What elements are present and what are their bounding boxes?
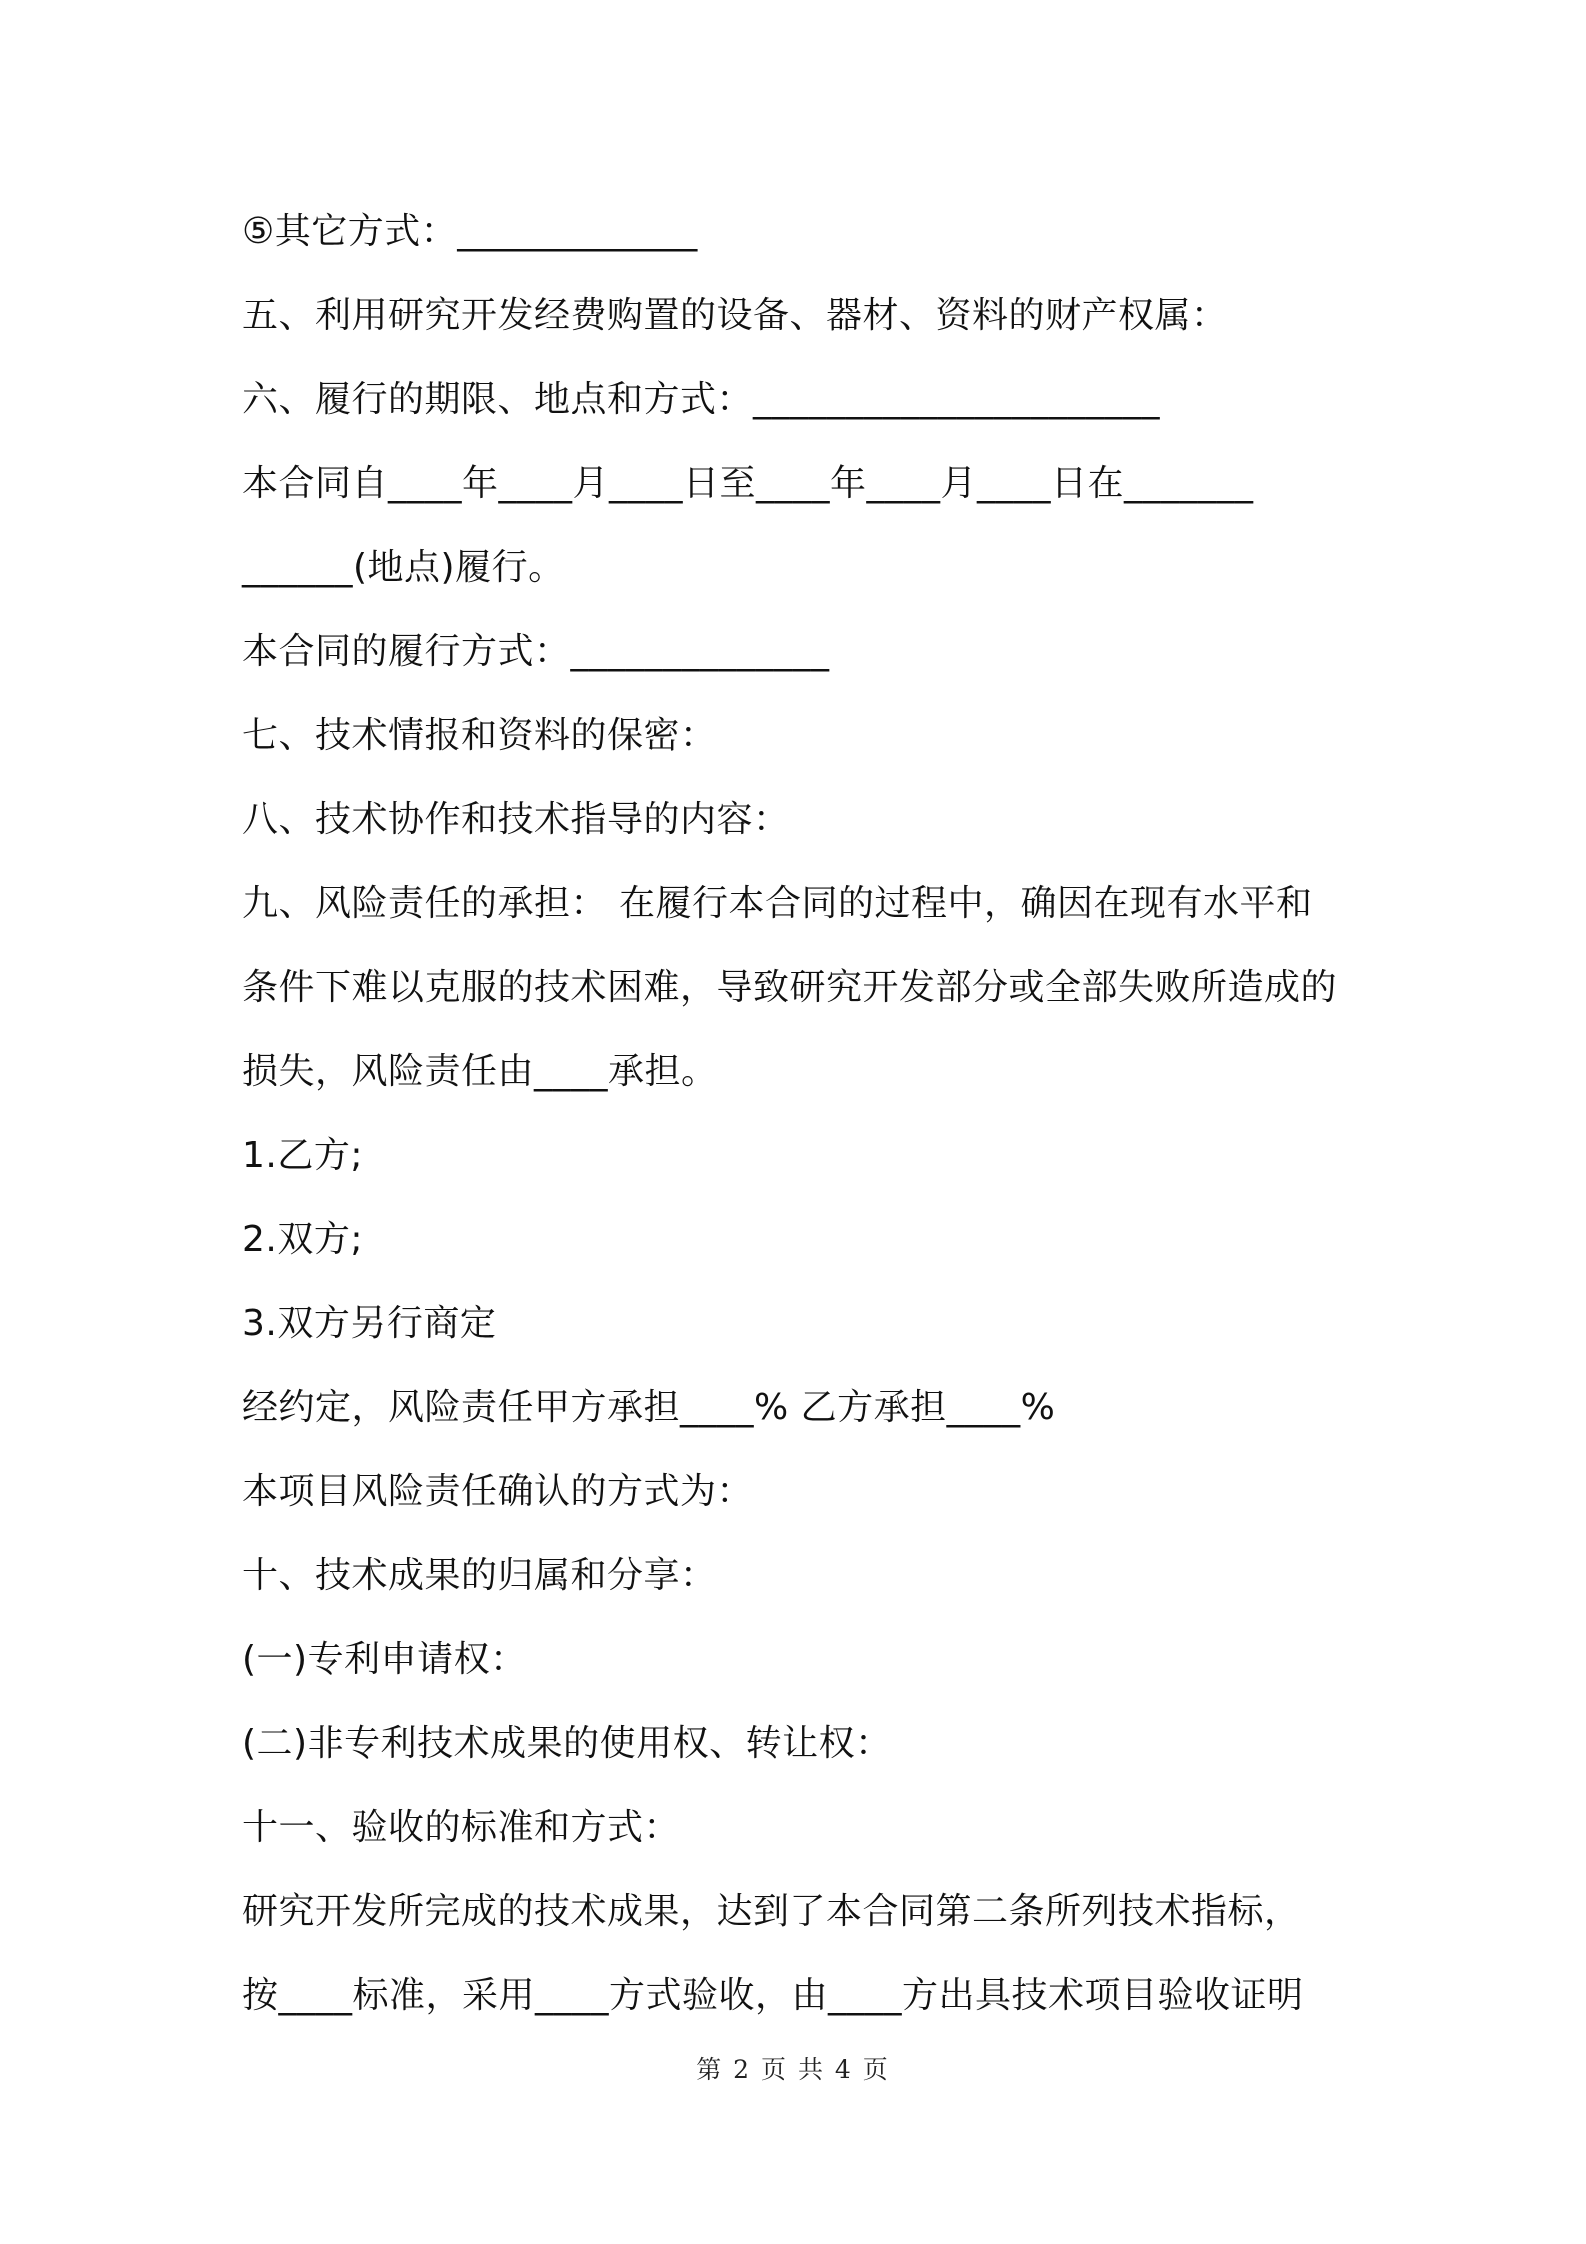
text-line: 十一、验收的标准和方式： — [242, 1807, 681, 1848]
text-line: 条件下难以克服的技术困难，导致研究开发部分或全部失败所造成的 — [242, 967, 1338, 1008]
text-line: 本合同自____年____月____日至____年____月____日在_______ — [242, 463, 1254, 504]
text-line: 1.乙方; — [242, 1135, 363, 1176]
text-line: 研究开发所完成的技术成果，达到了本合同第二条所列技术指标， — [242, 1891, 1301, 1932]
text-line: ______(地点)履行。 — [242, 547, 565, 588]
text-line: ⑤其它方式：_____________ — [242, 211, 698, 252]
text-line: 经约定，风险责任甲方承担____% 乙方承担____% — [242, 1387, 1056, 1428]
text-line: 九、风险责任的承担： 在履行本合同的过程中，确因在现有水平和 — [242, 883, 1313, 924]
text-line: 八、技术协作和技术指导的内容： — [242, 799, 790, 840]
text-line: 2.双方; — [242, 1219, 363, 1260]
text-line: 按____标准，采用____方式验收，由____方出具技术项目验收证明 — [242, 1975, 1304, 2016]
text-line: 六、履行的期限、地点和方式：______________________ — [242, 379, 1161, 420]
text-line: 本项目风险责任确认的方式为： — [242, 1471, 754, 1512]
text-line: (一)专利申请权： — [242, 1639, 527, 1680]
text-line: 3.双方另行商定 — [242, 1303, 497, 1344]
text-line: (二)非专利技术成果的使用权、转让权： — [242, 1723, 892, 1764]
page-number-footer: 第 2 页 共 4 页 — [696, 2055, 890, 2084]
text-line: 十、技术成果的归属和分享： — [242, 1555, 717, 1596]
text-line: 七、技术情报和资料的保密： — [242, 715, 717, 756]
text-line: 损失，风险责任由____承担。 — [242, 1051, 718, 1092]
text-line: 本合同的履行方式：______________ — [242, 631, 830, 672]
text-line: 五、利用研究开发经费购置的设备、器材、资料的财产权属： — [242, 295, 1228, 336]
document-body — [242, 190, 1362, 2038]
